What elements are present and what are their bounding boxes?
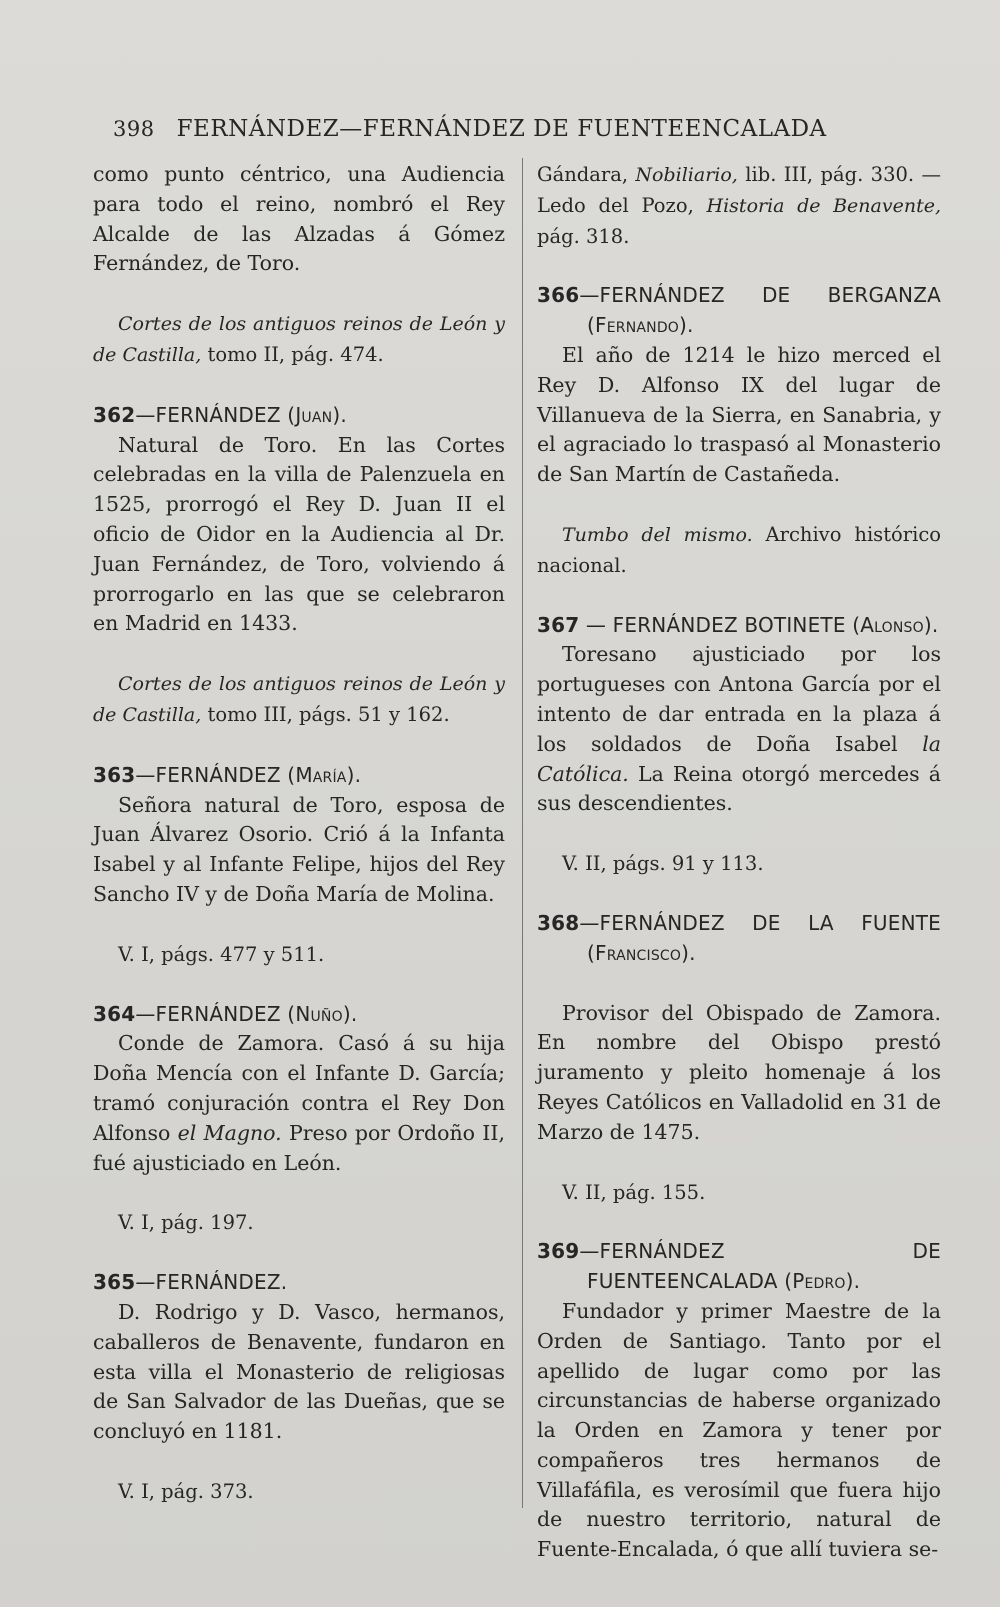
entry-source: V. I, pág. 197. — [118, 1211, 254, 1235]
entry-body: Toresano ajusticiado por los portugueses con Antona García por el intento de dar entrada en la plaza á los soldados de Doña Isabel la Católica. La Reina otorgó mercedes á sus descendientes. — [537, 642, 941, 816]
entry-body: Natural de Toro. En las Cortes celebradas en la villa de Palenzuela en 1525, prorrogó el Rey D. Juan II el oficio de Oidor en la Audiencia al Dr. Juan Fernández, de Toro, volviendo á prorrogarlo en las que se celebraron en Madrid en 1433. — [93, 432, 505, 636]
entry-366 — [537, 281, 941, 580]
entry-source: V. I, págs. 477 y 511. — [118, 942, 325, 966]
continued-source: Gándara, Nobiliario, lib. III, pág. 330. —Ledo del Pozo, Historia de Benavente, pág. 318. — [537, 163, 941, 248]
entry-source: Tumbo del mismo. Archivo histórico nacional. — [537, 522, 941, 577]
entry-heading: 366—FERNÁNDEZ DE BERGANZA (Fernando). — [537, 283, 941, 338]
left-column — [93, 160, 505, 1507]
entry-heading: 369—FERNÁNDEZ DE FUENTEENCALADA (Pedro). — [537, 1239, 941, 1294]
entry-body: El año de 1214 le hizo merced el Rey D. Alfonso IX del lugar de Villanueva de la Sierra, en Sanabria, y el agraciado lo traspasó al Monasterio de San Martín de Castañeda. — [537, 342, 941, 487]
entry-363 — [93, 761, 505, 970]
entry-365 — [93, 1268, 505, 1507]
intro-source: Cortes de los antiguos reinos de León y de Castilla, tomo II, pág. 474. — [93, 313, 505, 366]
entry-body: Provisor del Obispado de Zamora. En nombre del Obispo prestó juramento y pleito homenaje á los Reyes Católicos en Valladolid en 31 de Marzo de 1475. — [537, 1000, 941, 1144]
entry-source: V. II, págs. 91 y 113. — [562, 852, 764, 876]
entry-364 — [93, 1000, 505, 1239]
intro-paragraph: como punto céntrico, una Audiencia para todo el reino, nombró el Rey Alcalde de las Alzadas á Gómez Fernández, de Toro. — [93, 162, 505, 276]
entry-source: V. II, pág. 155. — [562, 1180, 706, 1204]
entry-369 — [537, 1237, 941, 1565]
entry-body: Fundador y primer Maestre de la Orden de Santiago. Tanto por el apellido de lugar como por las circunstancias de haberse organizado la Orden en Zamora y tener por compañeros tres hermanos de Villafáfila, es verosímil que fuera hijo de nuestro territorio, natural de Fuente-Encalada, ó que allí tuviera se- — [537, 1298, 941, 1562]
entry-body: Señora natural de Toro, esposa de Juan Álvarez Osorio. Crió á la Infanta Isabel y al Infante Felipe, hijos del Rey Sancho IV y de Doña María de Molina. — [93, 792, 505, 906]
entry-368 — [537, 909, 941, 1207]
entry-362 — [93, 401, 505, 731]
entry-367 — [537, 611, 941, 879]
entry-heading: 365—FERNÁNDEZ. — [93, 1270, 288, 1295]
entry-source: V. I, pág. 373. — [118, 1479, 254, 1503]
entry-heading: 364—FERNÁNDEZ (Nuño). — [93, 1001, 358, 1026]
running-title: FERNÁNDEZ—FERNÁNDEZ DE FUENTEENCALADA — [176, 116, 827, 142]
entry-body: Conde de Zamora. Casó á su hija Doña Mencía con el Infante D. García; tramó conjuración contra el Rey Don Alfonso el Magno. Preso por Ordoño II, fué ajusticiado en León. — [93, 1031, 506, 1175]
entry-heading: 368—FERNÁNDEZ DE LA FUENTE (Francisco). — [537, 910, 941, 965]
entry-heading: 363—FERNÁNDEZ (María). — [93, 762, 362, 787]
entry-heading: 367 — FERNÁNDEZ BOTINETE (Alonso). — [537, 612, 939, 637]
entry-heading: 362—FERNÁNDEZ (Juan). — [93, 402, 347, 427]
column-divider — [522, 158, 523, 1508]
entry-body: D. Rodrigo y D. Vasco, hermanos, caballeros de Benavente, fundaron en esta villa el Monasterio de religiosas de San Salvador de las Dueñas, que se concluyó en 1181. — [93, 1299, 505, 1444]
running-head — [113, 116, 853, 142]
right-column — [537, 160, 941, 1565]
entry-source: Cortes de los antiguos reinos de León y de Castilla, tomo III, págs. 51 y 162. — [93, 673, 505, 726]
page-number: 398 — [113, 117, 155, 141]
